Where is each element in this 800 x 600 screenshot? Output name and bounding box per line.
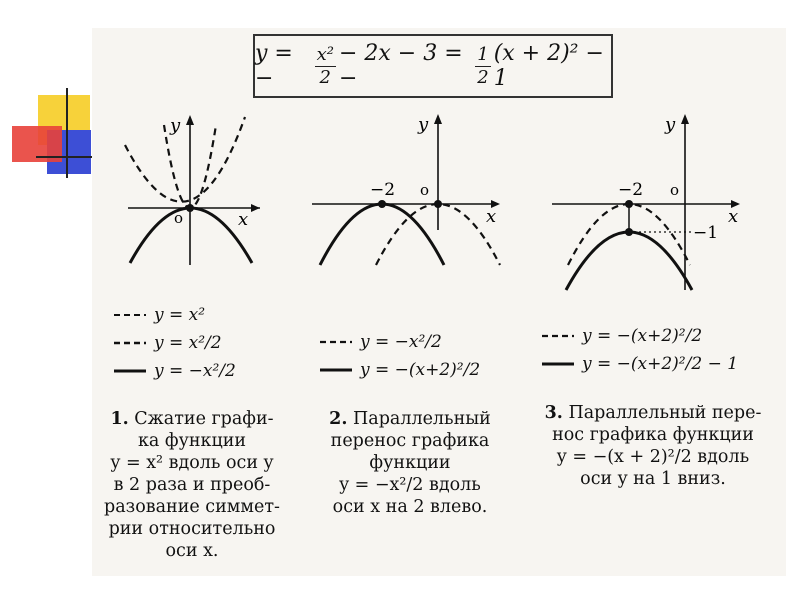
formula-rhs: (x + 2)² − 1	[493, 41, 604, 91]
origin-point	[434, 200, 442, 208]
vertex-point-after	[625, 228, 633, 236]
formula-frac2-denominator: 2	[477, 66, 489, 88]
formula-fraction-2	[475, 44, 490, 89]
legend-1-row-3	[112, 361, 236, 381]
formula-fraction-1	[315, 44, 336, 89]
tick-label-minus-2: −2	[370, 180, 396, 200]
y-axis-arrow	[434, 114, 442, 124]
tick-label-minus-1: −1	[693, 223, 719, 243]
solid-line-swatch	[540, 359, 576, 369]
caption-1-number: 1.	[110, 409, 129, 429]
formula-lhs: y = −	[255, 41, 293, 91]
legend-text: y = −(x+2)²/2 − 1	[582, 354, 739, 374]
legend-text: y = −(x+2)²/2	[360, 360, 481, 380]
caption-2-number: 2.	[329, 409, 348, 429]
graph-1	[110, 105, 280, 275]
y-axis-label: y	[418, 114, 429, 135]
legend-text: y = −x²/2	[154, 361, 236, 381]
caption-2-line-5: оси x на 2 влево.	[332, 497, 488, 517]
caption-1-line-1: 1. Сжатие графи-	[110, 409, 274, 429]
solid-line-swatch	[112, 366, 148, 376]
x-axis-label: x	[728, 206, 739, 227]
legend-text: y = −x²/2	[360, 332, 442, 352]
legend-1-row-1	[112, 305, 205, 325]
caption-3	[528, 402, 778, 490]
caption-1-line-5: разование симмет-	[104, 497, 280, 517]
legend-text: y = x²/2	[154, 333, 222, 353]
dashed-line-swatch	[112, 310, 148, 320]
legend-3-row-1	[540, 326, 702, 346]
caption-3-line-1: 3. Параллельный пере-	[544, 403, 762, 423]
caption-1-line-7: оси x.	[165, 541, 219, 561]
formula-box	[253, 34, 613, 98]
graph-2	[310, 105, 510, 270]
caption-1-line-3: y = x² вдоль оси y	[110, 453, 274, 473]
formula-frac2-numerator: 1	[477, 43, 489, 65]
origin-label: o	[670, 181, 680, 199]
vertex-point	[378, 200, 386, 208]
legend-1-row-2	[112, 333, 222, 353]
caption-2-line-3: функции	[369, 453, 451, 473]
legend-text: y = −(x+2)²/2	[582, 326, 703, 346]
caption-3-line-4: оси y на 1 вниз.	[580, 469, 726, 489]
curve-neg-half-x-squared	[130, 208, 252, 263]
curve-half-x-squared	[125, 117, 245, 202]
legend-2-row-1	[318, 332, 442, 352]
caption-3-number: 3.	[544, 403, 563, 423]
caption-2	[305, 408, 515, 518]
caption-1-line-6: рии относительно	[108, 519, 276, 539]
curve-shifted-left	[320, 204, 444, 265]
formula-frac1-numerator: x²	[316, 43, 334, 65]
dashed-line-swatch	[112, 338, 148, 348]
caption-3-line-2: нос графика функции	[552, 425, 754, 445]
caption-3-line-3: y = −(x + 2)²/2 вдоль	[556, 447, 750, 467]
formula-mid: − 2x − 3 = −	[338, 41, 463, 91]
origin-label: o	[174, 209, 184, 227]
legend-text: y = x²	[154, 305, 206, 325]
legend-2-row-2	[318, 360, 480, 380]
caption-2-line-2: перенос графика	[330, 431, 490, 451]
origin-label: o	[420, 181, 430, 199]
curve-shifted-down	[566, 232, 692, 290]
formula-frac1-denominator: 2	[319, 66, 331, 88]
graph-3	[550, 105, 750, 295]
x-axis-arrow	[251, 204, 260, 212]
tick-label-minus-2: −2	[618, 180, 644, 200]
x-axis-label: x	[238, 209, 249, 230]
origin-point	[186, 204, 194, 212]
decor-horizontal-line	[36, 156, 92, 158]
dashed-line-swatch	[318, 337, 354, 347]
x-axis-label: x	[486, 206, 497, 227]
y-axis-label: y	[665, 114, 676, 135]
caption-2-line-1: 2. Параллельный	[329, 409, 491, 429]
y-axis-arrow	[681, 114, 689, 124]
legend-3-row-2	[540, 354, 738, 374]
solid-line-swatch	[318, 365, 354, 375]
vertex-point-before	[625, 200, 633, 208]
decor-vertical-line	[66, 88, 68, 178]
caption-1	[92, 408, 292, 562]
caption-1-line-2: ка функции	[137, 431, 247, 451]
dashed-line-swatch	[540, 331, 576, 341]
caption-2-line-4: y = −x²/2 вдоль	[339, 475, 481, 495]
caption-1-line-4: в 2 раза и преоб-	[113, 475, 271, 495]
y-axis-arrow	[186, 115, 194, 125]
y-axis-label: y	[170, 115, 181, 136]
